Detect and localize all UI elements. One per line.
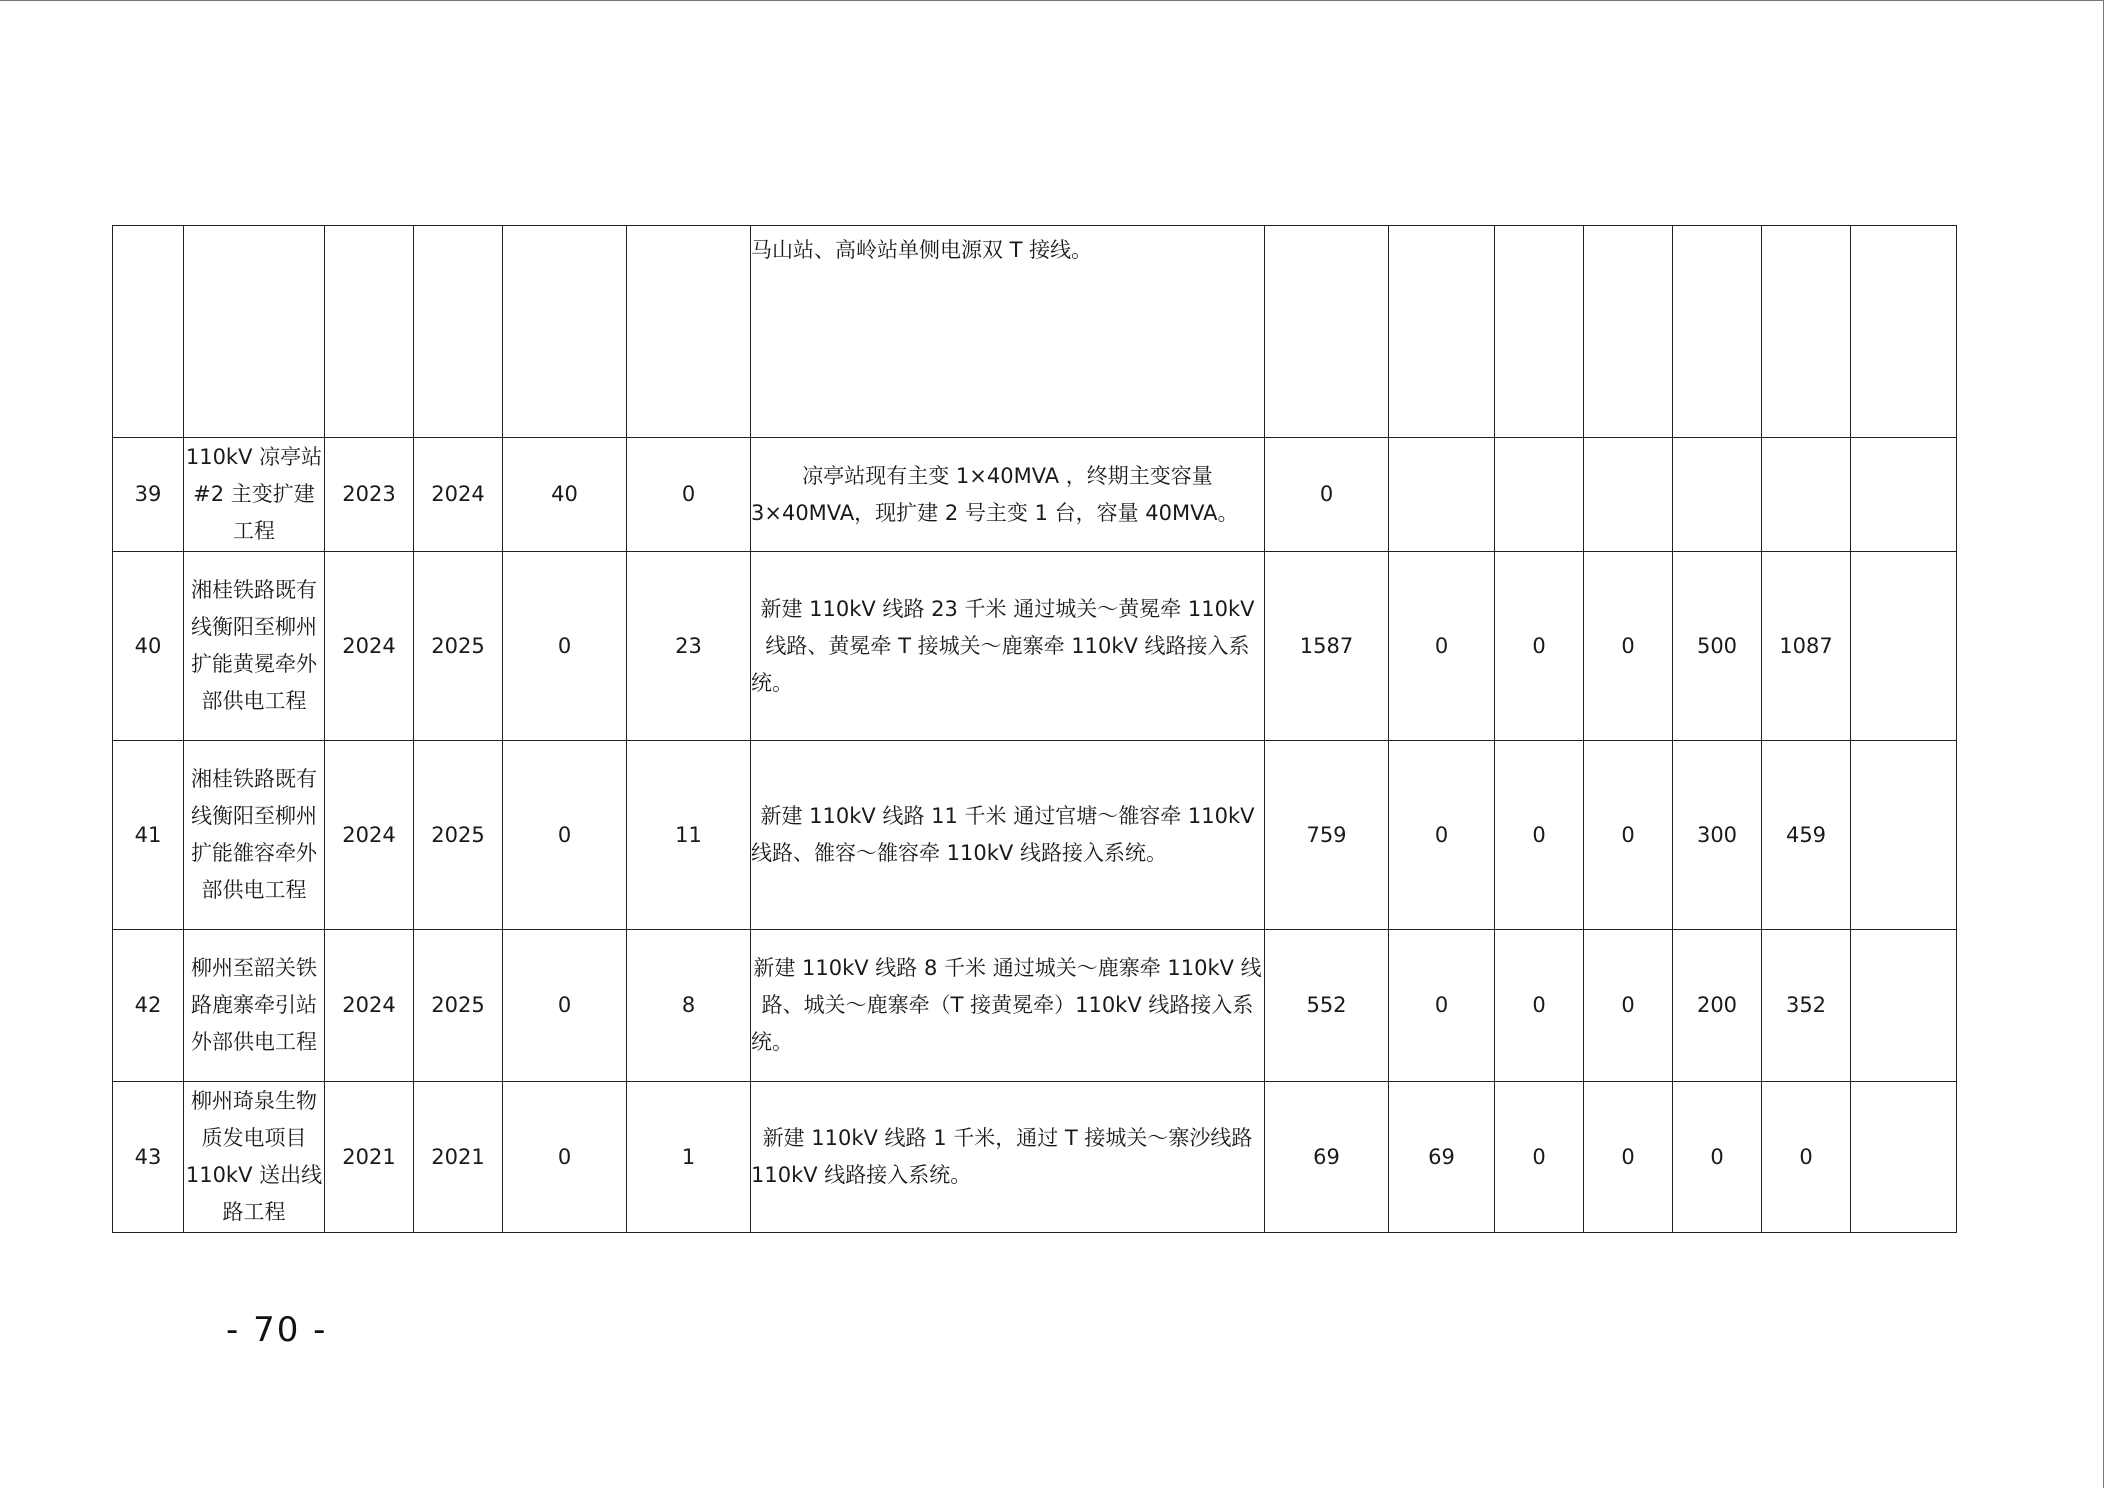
- investment-2023: 0: [1584, 930, 1673, 1082]
- capacity: 0: [503, 552, 627, 741]
- investment-2024: [1673, 438, 1762, 552]
- investment-2023: 0: [1584, 552, 1673, 741]
- description: 凉亭站现有主变 1×40MVA ，终期主变容量 3×40MVA，现扩建 2 号主变 1 台，容量 40MVA。: [751, 438, 1265, 552]
- start-year: 2024: [325, 552, 414, 741]
- table-row: [113, 741, 1957, 930]
- page-top-border: [0, 0, 2104, 1]
- investment-2023: 0: [1584, 741, 1673, 930]
- description: 新建 110kV 线路 1 千米，通过 T 接城关～寨沙线路 110kV 线路接入系统。: [751, 1082, 1265, 1233]
- table-row: [113, 438, 1957, 552]
- investment-2025: 352: [1762, 930, 1851, 1082]
- remark: [1851, 438, 1957, 552]
- investment-2023: [1584, 438, 1673, 552]
- start-year: 2023: [325, 438, 414, 552]
- capacity: 0: [503, 930, 627, 1082]
- investment-2025: 1087: [1762, 552, 1851, 741]
- total-investment: 69: [1265, 1082, 1389, 1233]
- total-investment: 759: [1265, 741, 1389, 930]
- continuation-description: 马山站、高岭站单侧电源双 T 接线。: [751, 226, 1265, 438]
- project-name: 柳州至韶关铁路鹿寨牵引站外部供电工程: [184, 930, 325, 1082]
- investment-2022: [1495, 438, 1584, 552]
- project-table: [112, 225, 1957, 1233]
- table-row: [113, 930, 1957, 1082]
- investment-2021: 0: [1389, 741, 1495, 930]
- investment-2024: 0: [1673, 1082, 1762, 1233]
- table-row: [113, 552, 1957, 741]
- end-year: 2021: [414, 1082, 503, 1233]
- investment-2024: 200: [1673, 930, 1762, 1082]
- investment-2021: [1389, 438, 1495, 552]
- project-name: 湘桂铁路既有线衡阳至柳州扩能雒容牵外部供电工程: [184, 741, 325, 930]
- line-length: 23: [627, 552, 751, 741]
- total-investment: 552: [1265, 930, 1389, 1082]
- page-number: - 70 -: [226, 1310, 328, 1350]
- row-number: 39: [113, 438, 184, 552]
- investment-2022: 0: [1495, 552, 1584, 741]
- remark: [1851, 552, 1957, 741]
- line-length: 0: [627, 438, 751, 552]
- start-year: 2021: [325, 1082, 414, 1233]
- investment-2025: [1762, 438, 1851, 552]
- investment-2021: 0: [1389, 930, 1495, 1082]
- end-year: 2025: [414, 741, 503, 930]
- line-length: 8: [627, 930, 751, 1082]
- investment-2021: 69: [1389, 1082, 1495, 1233]
- project-name: 110kV 凉亭站#2 主变扩建工程: [184, 438, 325, 552]
- row-number: 40: [113, 552, 184, 741]
- investment-2022: 0: [1495, 1082, 1584, 1233]
- investment-2025: 0: [1762, 1082, 1851, 1233]
- total-investment: 1587: [1265, 552, 1389, 741]
- capacity: 0: [503, 741, 627, 930]
- row-number: 41: [113, 741, 184, 930]
- start-year: 2024: [325, 930, 414, 1082]
- investment-2022: 0: [1495, 741, 1584, 930]
- remark: [1851, 930, 1957, 1082]
- project-name: 柳州琦泉生物质发电项目 110kV 送出线路工程: [184, 1082, 325, 1233]
- remark: [1851, 741, 1957, 930]
- row-number: 42: [113, 930, 184, 1082]
- investment-2025: 459: [1762, 741, 1851, 930]
- table-row: [113, 1082, 1957, 1233]
- description: 新建 110kV 线路 23 千米 通过城关～黄冕牵 110kV 线路、黄冕牵 T 接城关～鹿寨牵 110kV 线路接入系统。: [751, 552, 1265, 741]
- table-row-continuation: [113, 226, 1957, 438]
- remark: [1851, 1082, 1957, 1233]
- row-number: 43: [113, 1082, 184, 1233]
- investment-2021: 0: [1389, 552, 1495, 741]
- capacity: 0: [503, 1082, 627, 1233]
- total-investment: 0: [1265, 438, 1389, 552]
- start-year: 2024: [325, 741, 414, 930]
- investment-2024: 500: [1673, 552, 1762, 741]
- end-year: 2025: [414, 552, 503, 741]
- description: 新建 110kV 线路 11 千米 通过官塘～雒容牵 110kV 线路、雒容～雒容牵 110kV 线路接入系统。: [751, 741, 1265, 930]
- investment-2023: 0: [1584, 1082, 1673, 1233]
- investment-2022: 0: [1495, 930, 1584, 1082]
- end-year: 2024: [414, 438, 503, 552]
- line-length: 1: [627, 1082, 751, 1233]
- capacity: 40: [503, 438, 627, 552]
- description: 新建 110kV 线路 8 千米 通过城关～鹿寨牵 110kV 线路、城关～鹿寨牵（T 接黄冕牵）110kV 线路接入系统。: [751, 930, 1265, 1082]
- line-length: 11: [627, 741, 751, 930]
- end-year: 2025: [414, 930, 503, 1082]
- project-name: 湘桂铁路既有线衡阳至柳州扩能黄冕牵外部供电工程: [184, 552, 325, 741]
- investment-2024: 300: [1673, 741, 1762, 930]
